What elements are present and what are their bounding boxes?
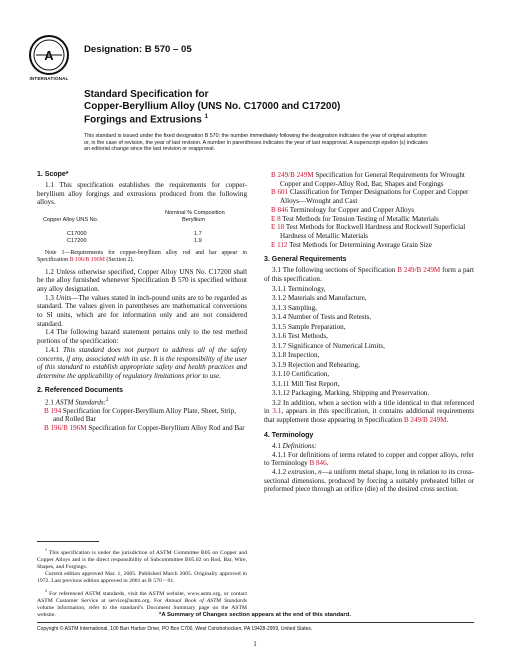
list-item: 3.1.4 Number of Tests and Retests, xyxy=(272,313,372,322)
list-item: 3.1.11 Mill Test Report, xyxy=(272,379,340,388)
list-item: 3.1.2 Materials and Manufacture, xyxy=(272,294,367,303)
ref-e112: E 112 Test Methods for Determining Average Grain Size xyxy=(271,240,432,249)
list-item: 3.1.3 Sampling, xyxy=(272,303,317,312)
ref-e18: E 18 Test Methods for Rockwell Hardness and Rockwell Superficial Hardness of Metallic Materials xyxy=(271,223,466,240)
list-item: 3.1.9 Rejection and Rehearing, xyxy=(272,360,360,369)
section-2-heading: 2. Referenced Documents xyxy=(37,386,123,394)
title-line-2: Copper-Beryllium Alloy (UNS No. C17000 and C17200) xyxy=(84,100,341,112)
table-row-value-2: 1.9 xyxy=(194,238,202,245)
footnote-1b: Current edition approved Mar. 1, 2005. Published March 2005. Originally approved in 1972. Last previous edition approved in 2001 as B 570 – 01. xyxy=(37,570,247,584)
table-row-alloy-1: C17000 xyxy=(67,231,87,238)
table-header-composition-2: Beryllium xyxy=(182,217,206,224)
para-3-1-link[interactable]: B 249/B 249M xyxy=(397,266,441,275)
list-item: 3.1.12 Packaging, Marking, Shipping and Preservation. xyxy=(272,389,430,398)
page-number: 1 xyxy=(253,640,257,648)
copyright: Copyright © ASTM International, 100 Barr Harbor Drive, PO Box C700, West Conshohocken, PA 19428-2959, United States. xyxy=(37,626,313,632)
page-title xyxy=(84,89,340,126)
section-1-heading: 1. Scope* xyxy=(37,171,69,178)
footer-divider xyxy=(37,622,474,623)
issuance-note: This standard is issued under the fixed designation B 570; the number immediately following the designation indicates the year of original adoption or, in the case of revision, the year of last revision. A number in parentheses indicates the year of last reapproval. A superscript epsilon (ε) indicates an editorial change since the last revision or reapproval. xyxy=(84,133,428,153)
ref-b601-link[interactable]: B 601 xyxy=(271,188,289,197)
para-1-4-1: 1.4.1 This standard does not purport to address all of the safety concerns, if any, associated with its use. It is the responsibility of the user of this standard to establish appropriate safety and health practices and determine the applicability of regulatory limitations prior to use. xyxy=(37,345,247,380)
section-3-heading: 3. General Requirements xyxy=(264,256,347,264)
left-column xyxy=(37,171,247,433)
table-header-alloy: Copper Alloy UNS No. xyxy=(43,217,99,224)
para-4-1-1: 4.1.1 For definitions of terms related to copper and copper alloys, refer to Terminology B 846. xyxy=(264,450,474,468)
ref-e8: E 8 Test Methods for Tension Testing of Metallic Materials xyxy=(271,214,439,223)
table-header-composition-1: Nominal % Composition xyxy=(165,210,225,217)
para-2-1: 2.1 ASTM Standards:$^2$ xyxy=(45,397,109,407)
ref-b601: B 601 Classification for Temper Designations for Copper and Copper Alloys—Wrought and Cast xyxy=(271,188,469,206)
list-item: 3.1.5 Sample Preparation, xyxy=(272,322,346,331)
designation: Designation: B 570 – 05 xyxy=(84,44,192,55)
footnote-divider xyxy=(37,541,99,542)
svg-text:A: A xyxy=(44,48,54,63)
ref-b194: B 194 Specification for Copper-Beryllium Alloy Plate, Sheet, Strip, and Rolled Bar xyxy=(44,406,236,424)
ref-e8-link[interactable]: E 8 xyxy=(271,214,281,223)
footnote-2: $^2$ For referenced ASTM standards, visit the ASTM website, www.astm.org, or contact ASTM Customer Service at service@astm.org. For Annual Book of ASTM Standards volume information, refer to the standard’s Document Summary page on the ASTM website. xyxy=(37,587,247,618)
logo-caption: INTERNATIONAL xyxy=(29,76,69,81)
list-item: 3.1.8 Inspection, xyxy=(272,351,320,360)
title-footnote-mark: 1 xyxy=(204,114,208,120)
ref-e112-link[interactable]: E 112 xyxy=(271,240,288,249)
note-1: Note 1—Requirements for copper-beryllium alloy rod and bar appear in Specification B 196/B 196M (Section 2). xyxy=(37,250,247,264)
astm-logo xyxy=(28,34,70,84)
para-1-4: 1.4 The following hazard statement pertains only to the test method portions of the specification: xyxy=(37,328,247,346)
ref-b196-link[interactable]: B 196/B 196M xyxy=(44,424,87,433)
list-item: 3.1.1 Terminology, xyxy=(272,284,326,293)
table-row-value-1: 1.7 xyxy=(194,231,202,238)
para-3-1: 3.1 The following sections of Specification B 249/B 249M form a part of this specification. xyxy=(264,266,474,284)
subsection-list xyxy=(264,285,474,399)
footnotes xyxy=(37,546,247,619)
ref-b846-link[interactable]: B 846 xyxy=(271,205,289,214)
list-item: 3.1.6 Test Methods, xyxy=(272,332,328,341)
para-4-1-2: 4.1.2 extrusion, n—a uniform metal shape, long in relation to its cross-sectional dimensions, produced by forcing a suitably preheated billet or preformed piece through an orifice (die) of the desired cross section. xyxy=(264,467,474,494)
title-line-3: Forgings and Extrusions $^1$ xyxy=(84,114,208,126)
footnote-1: $^1$ This specification is under the jurisdiction of ASTM Committee B05 on Copper and Copper Alloys and is the direct responsibility of Subcommittee B05.02 on Rod, Bar, Wire, Shapes, and Forgings. xyxy=(37,547,247,570)
para-1-1: 1.1 This specification establishes the requirements for copper-beryllium alloy forgings and extrusions produced from the following alloys. xyxy=(37,181,247,207)
summary-note: *A Summary of Changes section appears at the end of this standard. xyxy=(159,612,351,618)
ref-b196: B 196/B 196M Specification for Copper-Beryllium Alloy Rod and Bar xyxy=(44,424,245,433)
para-1-2: 1.2 Unless otherwise specified, Copper Alloy UNS No. C17200 shall be the alloy furnished whenever Specification B 570 is specified without any alloy designation. xyxy=(37,267,247,293)
alloy-table xyxy=(37,210,247,250)
para-4-1-1-link[interactable]: B 846 xyxy=(309,459,327,468)
list-item: 3.1.7 Significance of Numerical Limits, xyxy=(272,341,385,350)
para-3-2-link-2[interactable]: B 249/B 249M xyxy=(403,416,447,425)
ref-e18-link[interactable]: E 18 xyxy=(271,223,285,232)
para-4-1: 4.1 Definitions: xyxy=(272,441,317,450)
table-row-alloy-2: C17200 xyxy=(67,238,87,245)
title-line-1: Standard Specification for xyxy=(84,89,209,100)
ref-b846: B 846 Terminology for Copper and Copper Alloys xyxy=(271,205,415,214)
ref-b249-link[interactable]: B 249/B 249M xyxy=(271,171,314,179)
para-1-3: 1.3 Units—The values stated in inch-pound units are to be regarded as standard. The values given in parentheses are mathematical conversions to SI units, which are for information only and are not considered standard. xyxy=(37,293,247,328)
list-item: 3.1.10 Certification, xyxy=(272,370,330,379)
note-1-link[interactable]: B 196/B 196M xyxy=(69,257,105,264)
ref-b194-link[interactable]: B 194 xyxy=(44,406,62,415)
para-3-2-link-1[interactable]: 3.1 xyxy=(272,407,282,416)
ref-b249: B 249/B 249M Specification for General Requirements for Wrought Copper and Copper-Alloy Rod, Bar, Shapes and Forgings xyxy=(271,171,465,188)
right-column xyxy=(264,171,474,494)
para-3-2: 3.2 In addition, when a section with a title identical to that referenced in 3.1, appears in this specification, it contains additional requirements that supplement those appearing in Specification B 249/B 249M. xyxy=(264,398,474,425)
section-4-heading: 4. Terminology xyxy=(264,431,314,439)
